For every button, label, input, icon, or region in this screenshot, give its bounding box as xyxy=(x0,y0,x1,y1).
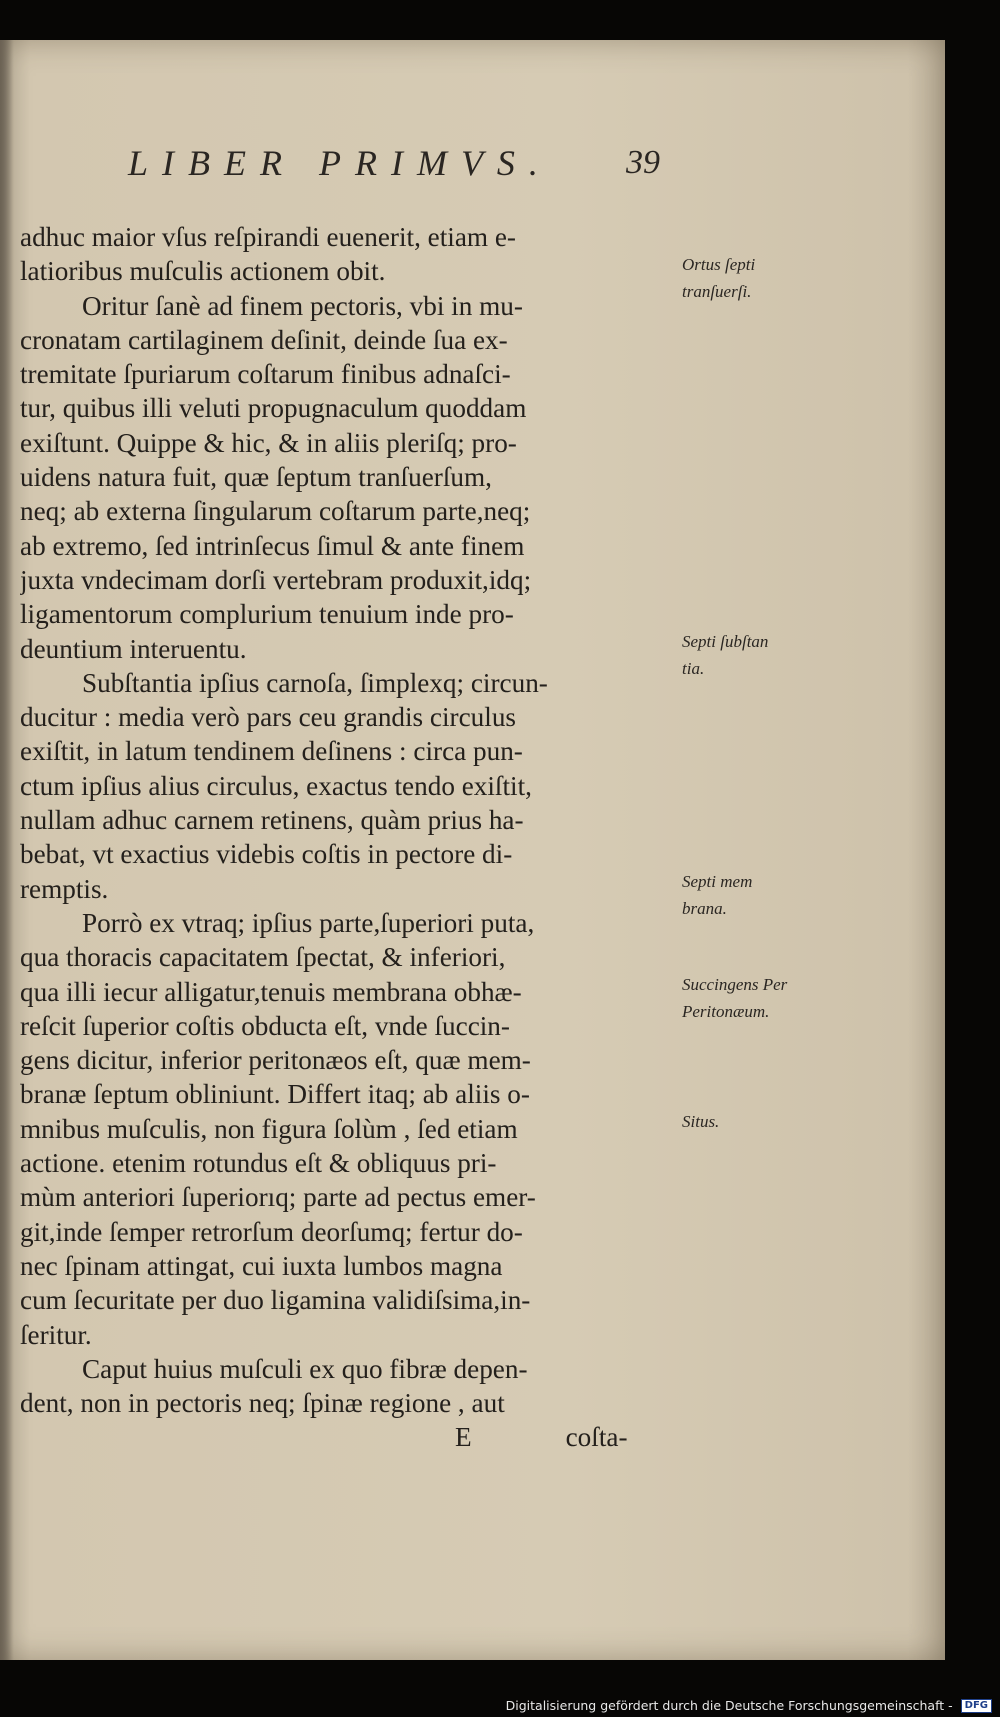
margin-note xyxy=(682,971,832,1025)
margin-note-line: Situs. xyxy=(682,1112,720,1132)
dfg-logo-icon: DFG xyxy=(961,1699,992,1713)
text-line: exiſtunt. Quippe & hic, & in aliis pleriſq; pro- xyxy=(20,427,517,458)
text-line: bebat, vt exactius videbis coſtis in pectore di- xyxy=(20,839,513,870)
text-line: dent, non in pectoris neq; ſpinæ regione , aut xyxy=(20,1388,505,1419)
text-line: Caput huius muſculi ex quo fibræ depen- xyxy=(82,1353,528,1384)
text-line: cronatam cartilaginem deſinit, deinde ſua ex- xyxy=(20,324,508,355)
text-line: tur, quibus illi veluti propugnaculum quoddam xyxy=(20,393,527,424)
text-line: reſcit ſuperior coſtis obducta eſt, vnde ſuccin- xyxy=(20,1010,510,1041)
text-line: juxta vndecimam dorſi vertebram produxit,idq; xyxy=(20,564,532,595)
text-line: exiſtit, in latum tendinem deſinens : circa pun- xyxy=(20,736,523,767)
running-head: LIBER PRIMVS. xyxy=(128,143,552,183)
text-line: actione. etenim rotundus eſt & obliquus pri- xyxy=(20,1148,497,1179)
margin-note-line: tranſuerſi. xyxy=(682,281,752,301)
signature-line xyxy=(20,1420,670,1454)
text-line: branæ ſeptum obliniunt. Differt itaq; ab aliis o- xyxy=(20,1079,530,1110)
text-line: deuntium interuentu. xyxy=(20,633,247,664)
text-line: nullam adhuc carnem retinens, quàm prius ha- xyxy=(20,805,524,836)
page-gutter-shadow xyxy=(0,40,14,1660)
margin-note xyxy=(682,251,832,305)
credit-text: Digitalisierung gefördert durch die Deutsche Forschungsgemeinschaft - xyxy=(505,1697,953,1713)
margin-note-line: Septi ſubſtan xyxy=(682,631,769,651)
margin-note-line: tia. xyxy=(682,658,705,678)
book-page xyxy=(0,40,945,1660)
text-line: adhuc maior vſus reſpirandi euenerit, etiam e- xyxy=(20,222,516,252)
signature-mark: E xyxy=(455,1422,472,1453)
text-line: mnibus muſculis, non figura ſolùm , ſed etiam xyxy=(20,1113,518,1144)
text-line: Subſtantia ipſius carnoſa, ſimplexq; circun- xyxy=(82,667,548,698)
margin-note-line: Septi mem xyxy=(682,872,753,891)
text-line: mùm anteriori ſuperiorıq; parte ad pectus emer- xyxy=(20,1182,536,1213)
margin-note-line: brana. xyxy=(682,899,727,918)
text-line: Porrò ex vtraq; ipſius parte,ſuperiori puta, xyxy=(82,907,535,938)
text-line: qua thoracis capacitatem ſpectat, & inferiori, xyxy=(20,942,506,973)
page-number: 39 xyxy=(626,144,660,181)
margin-note xyxy=(682,868,832,922)
text-line: uidens natura fuit, quæ ſeptum tranſuerſum, xyxy=(20,462,492,493)
text-line: cum ſecuritate per duo ligamina validiſsima,in- xyxy=(20,1285,531,1316)
text-line: ctum ipſius alius circulus, exactus tendo exiſtit, xyxy=(20,770,532,801)
text-line: tremitate ſpuriarum coſtarum finibus adnaſci- xyxy=(20,359,511,390)
text-line: qua illi iecur alligatur,tenuis membrana obhæ- xyxy=(20,976,522,1007)
text-line: ſeritur. xyxy=(20,1319,92,1350)
margin-note-line: Ortus ſepti xyxy=(682,254,756,274)
text-line: remptis. xyxy=(20,873,109,904)
margin-note xyxy=(682,1108,832,1135)
text-line: ab extremo, ſed intrinſecus ſimul & ante finem xyxy=(20,530,525,561)
text-line: nec ſpinam attingat, cui iuxta lumbos magna xyxy=(20,1250,503,1281)
text-line: Oritur ſanè ad finem pectoris, vbi in mu- xyxy=(82,290,523,321)
digitization-credit xyxy=(506,1698,992,1714)
main-text-block xyxy=(20,220,670,1455)
text-line: neq; ab externa ſingularum coſtarum parte,neq; xyxy=(20,496,531,527)
text-line: ligamentorum complurium tenuium inde pro- xyxy=(20,599,514,630)
margin-note-line: Peritonæum. xyxy=(682,1001,770,1021)
margin-note-line: Succingens Per xyxy=(682,974,788,994)
text-line: ducitur : media verò pars ceu grandis circulus xyxy=(20,702,516,733)
text-line: git,inde ſemper retrorſum deorſumq; fertur do- xyxy=(20,1216,523,1247)
text-line: gens dicitur, inferior peritonæos eſt, quæ mem- xyxy=(20,1045,531,1076)
catchword: coſta- xyxy=(565,1422,628,1453)
text-line: latioribus muſculis actionem obit. xyxy=(20,256,386,287)
margin-note xyxy=(682,628,832,682)
